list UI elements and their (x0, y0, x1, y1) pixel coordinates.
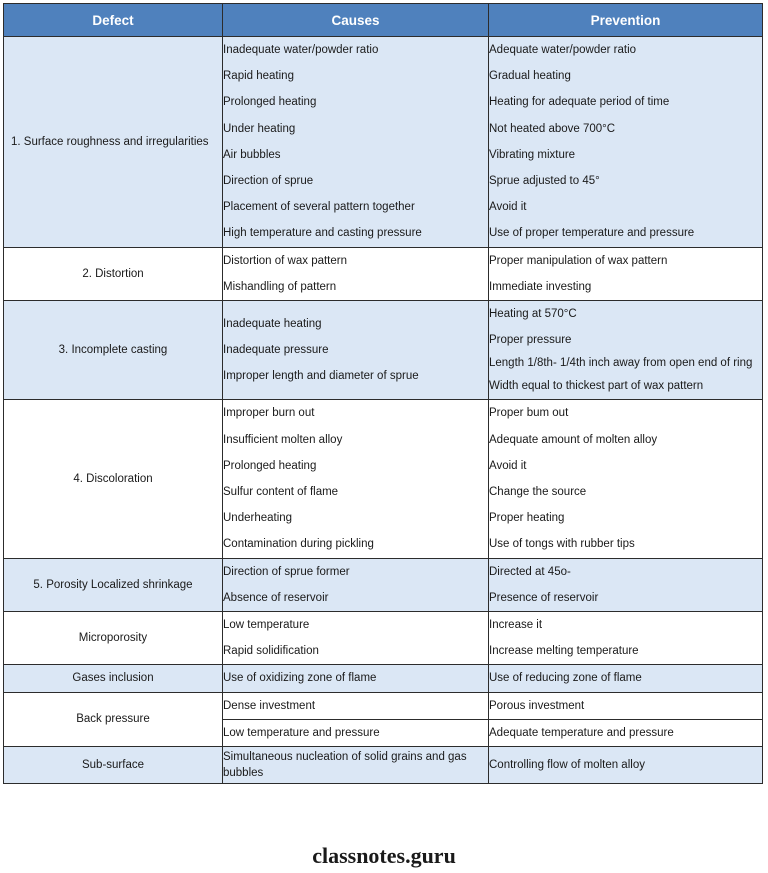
table-row (4, 611, 763, 664)
cause-item: Under heating (223, 122, 296, 135)
prevention-item: Use of reducing zone of flame (489, 672, 642, 685)
header-causes: Causes (223, 4, 489, 37)
prevention-cell (489, 611, 763, 664)
cause-item: Rapid heating (223, 70, 294, 83)
defect-cell: 3. Incomplete casting (4, 300, 223, 400)
prevention-item: Heating at 570°C (489, 307, 577, 320)
prevention-item: Heating for adequate period of time (489, 96, 670, 109)
causes-cell (223, 692, 489, 719)
table-row (4, 558, 763, 611)
causes-cell (223, 400, 489, 558)
cause-item: Low temperature (223, 618, 310, 631)
cause-item: Direction of sprue former (223, 565, 350, 578)
prevention-item: Avoid it (489, 201, 527, 214)
prevention-cell (489, 719, 763, 746)
defects-table (3, 3, 763, 784)
prevention-item: Avoid it (489, 459, 527, 472)
prevention-item: Increase it (489, 618, 543, 631)
prevention-item: Presence of reservoir (489, 591, 599, 604)
prevention-item: Width equal to thickest part of wax pattern (489, 380, 704, 393)
prevention-item: Proper bum out (489, 407, 569, 420)
header-defect: Defect (4, 4, 223, 37)
prevention-item: Length 1/8th- 1/4th inch away from open end of ring (489, 357, 753, 370)
prevention-cell (489, 247, 763, 300)
prevention-item: Vibrating mixture (489, 148, 576, 161)
prevention-item: Adequate amount of molten alloy (489, 433, 658, 446)
defect-cell: 1. Surface roughness and irregularities (4, 37, 223, 248)
table-row (4, 300, 763, 400)
causes-cell (223, 611, 489, 664)
prevention-item: Proper heating (489, 512, 565, 525)
prevention-item: Controlling flow of molten alloy (489, 758, 645, 771)
prevention-cell (489, 665, 763, 692)
prevention-cell (489, 746, 763, 783)
prevention-item: Increase melting temperature (489, 645, 639, 658)
header-prevention: Prevention (489, 4, 763, 37)
prevention-item: Directed at 45o- (489, 565, 571, 578)
causes-cell (223, 37, 489, 248)
prevention-item: Adequate temperature and pressure (489, 726, 674, 739)
table-row (4, 665, 763, 692)
prevention-item: Sprue adjusted to 45° (489, 174, 600, 187)
table-row (4, 247, 763, 300)
cause-item: Inadequate water/powder ratio (223, 44, 379, 56)
cause-item: Improper length and diameter of sprue (223, 370, 419, 383)
cause-item: Distortion of wax pattern (223, 254, 348, 267)
cause-item: Insufficient molten alloy (223, 433, 343, 446)
table-row (4, 400, 763, 558)
cause-item: Absence of reservoir (223, 591, 329, 604)
cause-item: Underheating (223, 512, 293, 525)
cause-item: Mishandling of pattern (223, 280, 337, 293)
prevention-item: Porous investment (489, 699, 585, 712)
table-row (4, 746, 763, 783)
table-row (4, 37, 763, 248)
prevention-item: Immediate investing (489, 280, 592, 293)
defect-cell: 5. Porosity Localized shrinkage (4, 558, 223, 611)
prevention-item: Change the source (489, 486, 587, 498)
cause-item: Use of oxidizing zone of flame (223, 672, 377, 685)
cause-item: Inadequate heating (223, 317, 322, 330)
causes-cell (223, 665, 489, 692)
defect-cell: Sub-surface (4, 746, 223, 783)
cause-item: Improper burn out (223, 407, 315, 420)
prevention-item: Use of tongs with rubber tips (489, 538, 635, 551)
cause-item: Low temperature and pressure (223, 726, 380, 739)
causes-cell (223, 558, 489, 611)
cause-item: Inadequate pressure (223, 344, 329, 357)
header-row (4, 4, 763, 37)
cause-item: High temperature and casting pressure (223, 227, 422, 240)
defect-cell: 4. Discoloration (4, 400, 223, 558)
prevention-item: Proper manipulation of wax pattern (489, 254, 668, 267)
cause-item: Simultaneous nucleation of solid grains and gas bubbles (223, 750, 467, 779)
cause-item: Prolonged heating (223, 459, 317, 472)
prevention-item: Adequate water/powder ratio (489, 44, 637, 56)
prevention-item: Gradual heating (489, 70, 571, 83)
cause-item: Contamination during pickling (223, 538, 374, 551)
causes-cell (223, 746, 489, 783)
prevention-cell (489, 558, 763, 611)
cause-item: Dense investment (223, 699, 316, 712)
cause-item: Prolonged heating (223, 96, 317, 109)
defect-cell: 2. Distortion (4, 247, 223, 300)
prevention-item: Not heated above 700°C (489, 122, 616, 135)
cause-item: Direction of sprue (223, 174, 314, 187)
cause-item: Placement of several pattern together (223, 201, 415, 214)
prevention-cell (489, 300, 763, 400)
prevention-item: Proper pressure (489, 334, 572, 347)
defect-cell: Back pressure (4, 692, 223, 746)
prevention-cell (489, 400, 763, 558)
causes-cell (223, 247, 489, 300)
prevention-cell (489, 692, 763, 719)
prevention-cell (489, 37, 763, 248)
site-watermark: classnotes.guru (312, 843, 456, 868)
table-row (4, 692, 763, 719)
prevention-item: Use of proper temperature and pressure (489, 227, 695, 240)
cause-item: Sulfur content of flame (223, 486, 339, 498)
cause-item: Air bubbles (223, 148, 281, 161)
defect-cell: Gases inclusion (4, 665, 223, 692)
cause-item: Rapid solidification (223, 645, 319, 658)
causes-cell (223, 300, 489, 400)
defect-cell: Microporosity (4, 611, 223, 664)
causes-cell (223, 719, 489, 746)
